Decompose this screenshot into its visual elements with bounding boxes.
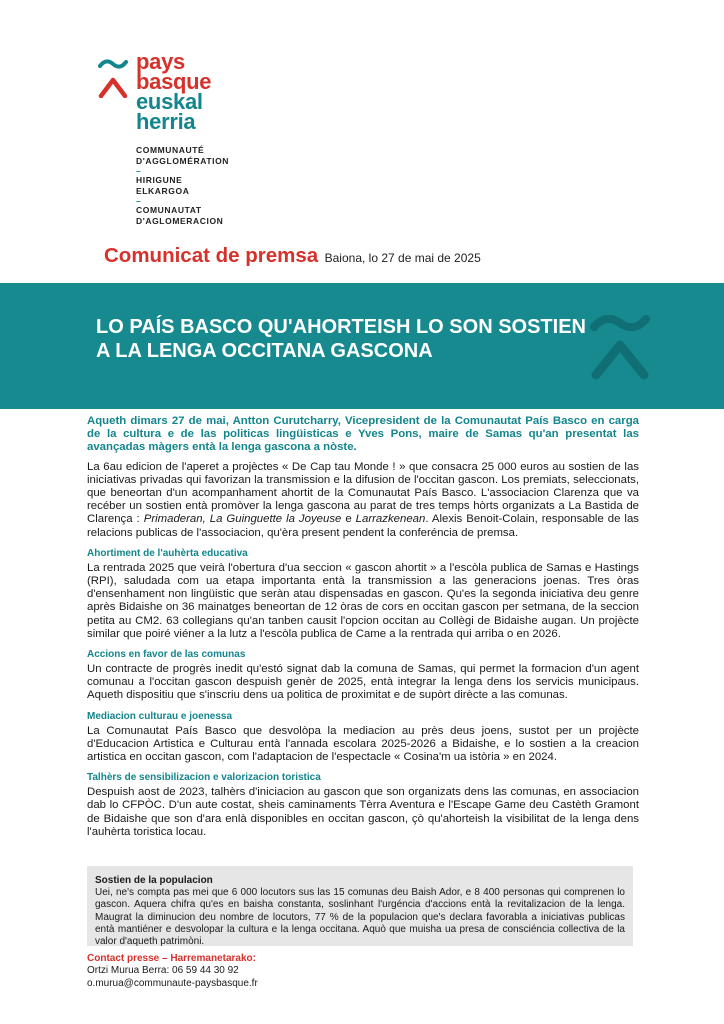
lead-paragraph: Aqueth dimars 27 de mai, Antton Curutcharry, Vicepresident de la Comunautat País Basco en carga de la cultura e de las politicas lingüisticas e Yves Pons, maire de Samas qu'an presentat las avançadas màgers entà la lenga gascona a nòste.	[87, 415, 639, 454]
org-name-eu-2: ELKARGOA	[136, 186, 190, 196]
section-text: La rentrada 2025 que veirà l'obertura d'ua seccion « gascon ahortit » a l'escòla publica de Samas e Hastings (RPI), saludada com ua etapa importanta entà la transmission a las generacions joenas. Tres òras d'ensenhament non lingüistic que seràn atau dispensadas en gascon. Qu'es la segonda iniciativa deu genre après Bidaishe on 36 mainatges beneortan de 12 òras de cors en occitan gascon per setmana, de la seccion petita au CM2. 63 collegians qu'an tanben causit l'opcion occitan au Collègi de Bidaishe augan. Un projècte similar que poiré viéner a la lutz a l'escòla publica de Came a la rentrada qui arriba o en 2026.	[87, 561, 639, 640]
intro-connector: e	[341, 513, 356, 526]
contact-heading: Contact presse – Harremanetarako:	[87, 953, 256, 964]
logo-word-euskal: euskal	[136, 89, 203, 114]
org-name-fr-1: COMMUNAUTÉ	[136, 145, 205, 155]
org-name-fr-2: D'AGGLOMÉRATION	[136, 156, 230, 166]
section-heading: Ahortiment de l'auhèrta educativa	[87, 547, 248, 559]
logo-word-herria: herria	[136, 109, 196, 134]
logo-wordmark	[136, 49, 212, 134]
org-separator: –	[136, 196, 142, 206]
press-contact	[87, 953, 258, 990]
section-text: La Comunautat País Basco que desvolòpa la mediacion au près deus joens, sustot per un projècte d'Educacion Artistica e Culturau entà l'annada escolara 2025-2026 a Bidaishe, e lo sostien a la creacion artistica en occitan gascon, com l'adaptacion de l'espectacle « Cosina'm ua istòria » en 2024.	[87, 724, 639, 764]
page-title: LO PAÍS BASCO QU'AHORTEISH LO SON SOSTIEN A LA LENGA OCCITANA GASCONA	[96, 316, 586, 362]
press-heading	[104, 244, 481, 268]
section-heading: Accions en favor de las comunas	[87, 649, 246, 661]
article-body	[87, 415, 639, 839]
section-heading: Mediacion culturau e joenessa	[87, 710, 233, 722]
title-banner	[0, 283, 724, 409]
press-date: Baiona, lo 27 de mai de 2025	[324, 251, 481, 265]
logo-word-basque: basque	[136, 69, 212, 94]
info-box-heading: Sostien de la populacion	[95, 875, 213, 886]
press-title: Comunicat de premsa	[104, 244, 319, 267]
section-text: Un contracte de progrès inedit qu'estó signat dab la comuna de Samas, qui permet la formacion d'un agent comunau a l'occitan gascon despuish genèr de 2025, entà integrar la lenga dens los servicis municipaus. Aqueth dispositiu que s'inscriu dens ua politica de proximitat e de supòrt dirècte a las comunas.	[87, 663, 639, 702]
org-separator: –	[136, 166, 142, 176]
contact-name-phone: Ortzi Murua Berra: 06 59 44 30 92	[87, 965, 239, 977]
org-name-oc-1: COMUNAUTAT	[136, 205, 202, 215]
pays-basque-chevron-watermark-icon	[590, 309, 650, 381]
info-box-text: Uei, ne's compta pas mei que 6 000 locutors sus las 15 comunas deu Baish Ador, e 8 400 personas qui comprenen lo gascon. Aquera chifra qu'es en baisha constanta, soslinhant l'urgéncia d'accions entà la revitalizacion de la lenga. Maugrat la diminucion deu nombre de locutors, 77 % de la populacion que's declara favorabla a iniciativas publicas entà mantiéner e desvolopar la cultura e la lenga occitana. Aquò que muisha ua presa de consciéncia collectiva de la valor d'aqueth patrimòni.	[95, 887, 625, 948]
logo-word-pays: pays	[136, 49, 185, 74]
section-text: Despuish aost de 2023, talhèrs d'iniciacion au gascon que son organizats dens las comunas, en associacion dab lo CFPÒC. D'un aute costat, sheis caminaments Tèrra Aventura e l'Escape Game deu Castèth Gramont de Bidaishe que son d'ara enlà disponibles en occitan gascon, çò qu'ahorteish la visibilitat de la lenga dens l'auhèrta toristica locau.	[87, 786, 639, 838]
organization-names	[136, 145, 229, 227]
org-name-oc-2: D'AGLOMERACION	[136, 216, 224, 226]
org-name-eu-1: HIRIGUNE	[136, 175, 183, 185]
intro-paragraph	[87, 461, 639, 540]
section-heading: Talhèrs de sensibilizacion e valorizacion toristica	[87, 772, 321, 784]
contact-email[interactable]: o.murua@communaute-paysbasque.fr	[87, 977, 258, 989]
pays-basque-chevron-icon	[98, 58, 128, 98]
event-name: Larrazkenean	[355, 513, 426, 526]
intro-text-end: . Alexis Benoit-Colain, responsable de las relacions publicas de l'associacion, qu'èra present pendent la conferéncia de premsa.	[87, 513, 639, 539]
info-box	[87, 866, 633, 946]
event-names: Primaderan, La Guinguette la Joyeuse	[143, 513, 342, 526]
intro-text: La 6au edicion de l'aperet a projèctes « De Cap tau Monde ! » que consacra 25 000 euros au sostien de las iniciativas privadas qui favorizan la transmission e la difusion de l'occitan gascon. Los premiats, seleccionats, que beneortan d'un acompanhament ahortit de la Comunautat País Basco. L'associacion Clarenza que va recéber un sostien entà promòver la lenga gascona au parat de tres temps hòrts organizats a La Bastida de Clarença :	[87, 460, 639, 526]
